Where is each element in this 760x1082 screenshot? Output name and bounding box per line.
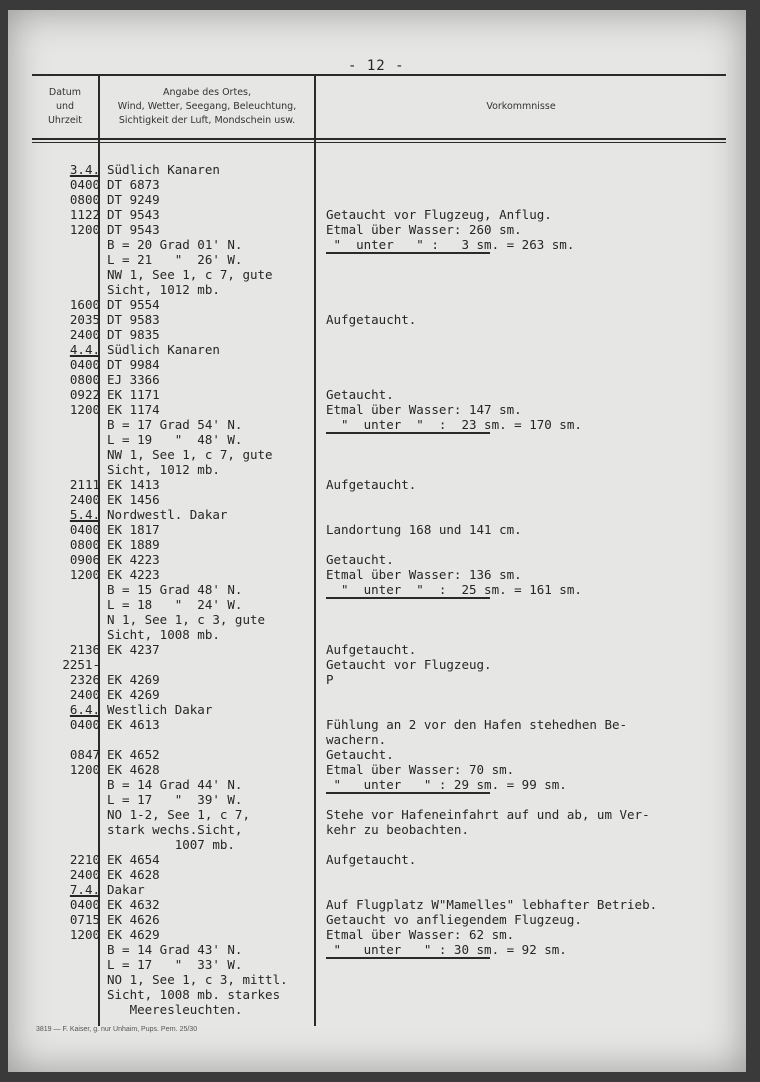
entry-time (48, 252, 100, 267)
entry-time (48, 957, 100, 972)
entry-time (48, 732, 100, 747)
entry-time: 0800 (69, 372, 100, 387)
entry-position: EK 4628 (107, 867, 160, 882)
entry-event: Aufgetaucht. (326, 477, 417, 492)
entry-event: " unter " : 23 sm. = 170 sm. (326, 417, 582, 432)
entry-position: B = 14 Grad 44' N. (107, 777, 243, 792)
entry-event: Etmal über Wasser: 147 sm. (326, 402, 522, 417)
entry-position: Sicht, 1008 mb. (107, 627, 220, 642)
entry-event (326, 792, 726, 807)
entry-event (326, 432, 726, 447)
entry-event: Getaucht. (326, 387, 394, 402)
entry-event (326, 297, 726, 312)
logbook-page (8, 10, 746, 1072)
entry-event: Fühlung an 2 vor den Hafen stehedhen Be- (326, 717, 628, 732)
printer-imprint: 3819 — F. Kaiser, g. nur Unhaim, Pups. Pern. 25/30 (36, 1026, 198, 1033)
entry-event: Aufgetaucht. (326, 312, 417, 327)
top-rule (32, 74, 726, 76)
entry-event: Auf Flugplatz W"Mamelles" lebhafter Betrieb. (326, 897, 658, 912)
entry-event (326, 342, 726, 357)
entry-time (48, 1002, 100, 1017)
entry-position: NO 1-2, See 1, c 7, (107, 807, 250, 822)
entry-event (326, 507, 726, 522)
entry-position: L = 17 " 39' W. (107, 792, 243, 807)
entry-position: B = 17 Grad 54' N. (107, 417, 243, 432)
entry-position: EK 4237 (107, 642, 160, 657)
entry-position: DT 9835 (107, 327, 160, 342)
entry-event: Aufgetaucht. (326, 642, 417, 657)
entry-position: EK 4613 (107, 717, 160, 732)
header-vorkommnisse: Vorkommnisse (486, 101, 556, 112)
entry-time (48, 807, 100, 822)
entry-time: 5.4. (69, 507, 100, 522)
entry-position: L = 17 " 33' W. (107, 957, 243, 972)
entry-position: EK 4626 (107, 912, 160, 927)
entry-position: EJ 3366 (107, 372, 160, 387)
entry-time: 0847 (69, 747, 100, 762)
entry-position: Nordwestl. Dakar (107, 507, 228, 522)
entry-event: Etmal über Wasser: 70 sm. (326, 762, 515, 777)
entry-event (326, 282, 726, 297)
entry-position: stark wechs.Sicht, (107, 822, 243, 837)
entry-event: " unter " : 30 sm. = 92 sm. (326, 942, 567, 957)
entry-event (326, 357, 726, 372)
entry-position: L = 21 " 26' W. (107, 252, 243, 267)
entry-event: kehr zu beobachten. (326, 822, 469, 837)
entry-event (326, 612, 726, 627)
entry-position: DT 9249 (107, 192, 160, 207)
entry-event (326, 372, 726, 387)
entry-time: 3.4. (69, 162, 100, 177)
entry-event: Aufgetaucht. (326, 852, 417, 867)
entry-time: 0400 (69, 357, 100, 372)
entry-event (326, 972, 726, 987)
entry-time: 1600 (69, 297, 100, 312)
entry-position: EK 4223 (107, 552, 160, 567)
entry-time (48, 282, 100, 297)
entry-time: 0400 (69, 522, 100, 537)
entry-time (48, 582, 100, 597)
entry-time: 1122 (69, 207, 100, 222)
entry-event (326, 177, 726, 192)
entry-time (48, 267, 100, 282)
entry-position: 1007 mb. (107, 837, 235, 852)
entry-time (48, 417, 100, 432)
entry-position: EK 4223 (107, 567, 160, 582)
entry-position: Südlich Kanaren (107, 342, 220, 357)
entry-time: 2111 (69, 477, 100, 492)
entry-time (48, 627, 100, 642)
entry-time (48, 612, 100, 627)
entry-position: EK 4269 (107, 687, 160, 702)
entry-position: DT 9543 (107, 207, 160, 222)
entry-event (326, 252, 726, 267)
entry-time (48, 792, 100, 807)
entry-event (326, 267, 726, 282)
entry-time: 1200 (69, 762, 100, 777)
entry-time: 0800 (69, 537, 100, 552)
entry-event: " unter " : 29 sm. = 99 sm. (326, 777, 567, 792)
entry-event (326, 987, 726, 1002)
entry-event (326, 702, 726, 717)
entry-position: EK 4652 (107, 747, 160, 762)
entry-position: Dakar (107, 882, 145, 897)
entry-position: EK 4269 (107, 672, 160, 687)
entry-event: Getaucht vo anfliegendem Flugzeug. (326, 912, 582, 927)
entry-position: EK 1171 (107, 387, 160, 402)
entry-position: DT 6873 (107, 177, 160, 192)
entry-position: L = 19 " 48' W. (107, 432, 243, 447)
entry-event: " unter " : 25 sm. = 161 sm. (326, 582, 582, 597)
header-rule (32, 138, 726, 140)
entry-event (326, 327, 726, 342)
entry-time: 2400 (69, 687, 100, 702)
entry-position: EK 1889 (107, 537, 160, 552)
entry-time: 0800 (69, 192, 100, 207)
entry-event: Getaucht vor Flugzeug. (326, 657, 492, 672)
entry-position: Sicht, 1012 mb. (107, 462, 220, 477)
header-ort: Angabe des Ortes, Wind, Wetter, Seegang, Beleuchtung, Sichtigkeit der Luft, Mondschein usw. (117, 87, 297, 126)
entry-event: Getaucht vor Flugzeug, Anflug. (326, 207, 552, 222)
entry-time (48, 972, 100, 987)
entry-time: 1200 (69, 567, 100, 582)
entry-time (48, 432, 100, 447)
entry-position: Südlich Kanaren (107, 162, 220, 177)
entry-time (48, 447, 100, 462)
entry-time: 2326 (69, 672, 100, 687)
entry-time: 0400 (69, 177, 100, 192)
entry-time: 0715 (69, 912, 100, 927)
entry-event: Etmal über Wasser: 136 sm. (326, 567, 522, 582)
entry-event (326, 1002, 726, 1017)
entry-event (326, 447, 726, 462)
entry-position: DT 9583 (107, 312, 160, 327)
entry-event (326, 867, 726, 882)
entry-time (48, 837, 100, 852)
entry-position: Westlich Dakar (107, 702, 213, 717)
entry-time: 2400 (69, 327, 100, 342)
entry-position: EK 4628 (107, 762, 160, 777)
entry-position: EK 1456 (107, 492, 160, 507)
entry-event: wachern. (326, 732, 387, 747)
entry-position: B = 15 Grad 48' N. (107, 582, 243, 597)
entry-event (326, 162, 726, 177)
entry-position: NW 1, See 1, c 7, gute (107, 267, 273, 282)
entry-event (326, 957, 726, 972)
entry-time (48, 597, 100, 612)
entry-position: Meeresleuchten. (107, 1002, 243, 1017)
entry-event (326, 537, 726, 552)
entry-time (48, 462, 100, 477)
entry-event: Getaucht. (326, 747, 394, 762)
entry-event (326, 597, 726, 612)
entry-time: 0922 (69, 387, 100, 402)
entry-position: EK 4629 (107, 927, 160, 942)
entry-event (326, 627, 726, 642)
header-datum: Datum und Uhrzeit (47, 87, 83, 126)
entry-position: DT 9554 (107, 297, 160, 312)
entry-time: 2035 (69, 312, 100, 327)
entry-event (326, 462, 726, 477)
entry-time (48, 777, 100, 792)
entry-time: 7.4. (69, 882, 100, 897)
entry-time: 2136 (69, 642, 100, 657)
entry-position: N 1, See 1, c 3, gute (107, 612, 266, 627)
entry-time: 2210 (69, 852, 100, 867)
entry-time (48, 822, 100, 837)
entry-time: 1200 (69, 927, 100, 942)
entry-position: DT 9543 (107, 222, 160, 237)
entry-position: EK 4632 (107, 897, 160, 912)
entry-time: 0906 (69, 552, 100, 567)
entry-time: 1200 (69, 222, 100, 237)
entry-position: L = 18 " 24' W. (107, 597, 243, 612)
entry-time: 1200 (69, 402, 100, 417)
entry-event: P (326, 672, 334, 687)
entry-position: NW 1, See 1, c 7, gute (107, 447, 273, 462)
entry-event: Etmal über Wasser: 62 sm. (326, 927, 515, 942)
entry-position (107, 732, 327, 747)
entry-position: NO 1, See 1, c 3, mittl. (107, 972, 288, 987)
entry-time: 2251- (62, 657, 100, 672)
entry-position: Sicht, 1012 mb. (107, 282, 220, 297)
entry-position: DT 9984 (107, 357, 160, 372)
entry-time (48, 237, 100, 252)
entry-event (326, 837, 726, 852)
entry-position: B = 14 Grad 43' N. (107, 942, 243, 957)
page-number: - 12 - (348, 58, 405, 74)
entry-event (326, 882, 726, 897)
entry-event: Landortung 168 und 141 cm. (326, 522, 522, 537)
entry-position: EK 1174 (107, 402, 160, 417)
entry-time: 6.4. (69, 702, 100, 717)
entry-time: 0400 (69, 897, 100, 912)
header-rule-2 (32, 142, 726, 143)
entry-event: Stehe vor Hafeneinfahrt auf und ab, um Ver- (326, 807, 650, 822)
entry-time (48, 987, 100, 1002)
entry-position: EK 1817 (107, 522, 160, 537)
entry-position (107, 657, 327, 672)
entry-position: Sicht, 1008 mb. starkes (107, 987, 281, 1002)
entry-time (48, 942, 100, 957)
entry-time: 0400 (69, 717, 100, 732)
entry-event (326, 192, 726, 207)
entry-time: 4.4. (69, 342, 100, 357)
entry-event (326, 492, 726, 507)
entry-event: " unter " : 3 sm. = 263 sm. (326, 237, 575, 252)
entry-position: B = 20 Grad 01' N. (107, 237, 243, 252)
entry-time: 2400 (69, 492, 100, 507)
entry-event: Getaucht. (326, 552, 394, 567)
entry-event (326, 687, 726, 702)
entry-time: 2400 (69, 867, 100, 882)
entry-event: Etmal über Wasser: 260 sm. (326, 222, 522, 237)
entry-position: EK 1413 (107, 477, 160, 492)
entry-position: EK 4654 (107, 852, 160, 867)
